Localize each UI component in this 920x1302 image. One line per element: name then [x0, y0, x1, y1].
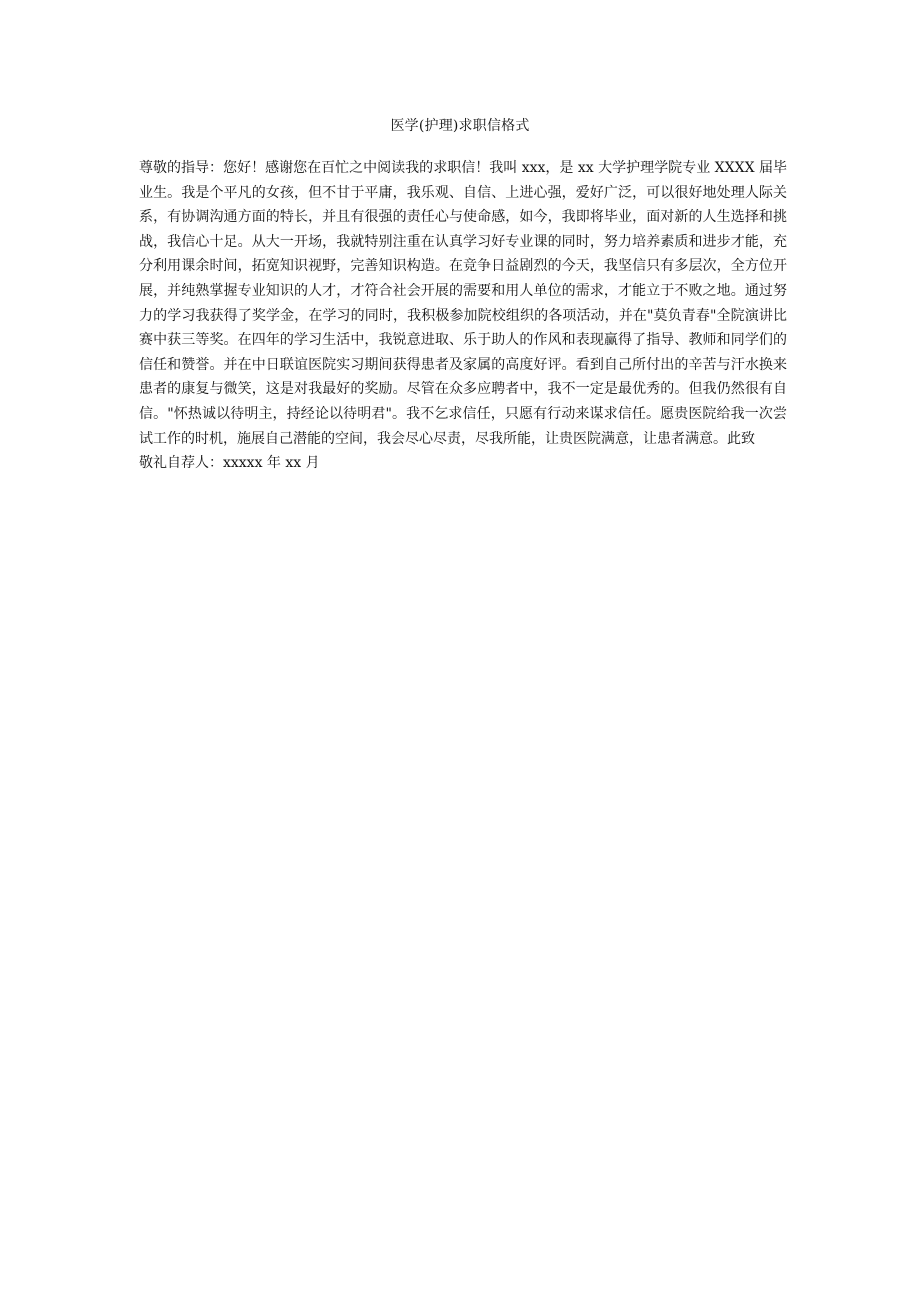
letter-body [139, 156, 787, 476]
document-title: 医学(护理)求职信格式 [390, 118, 530, 134]
letter-closing: 敬礼自荐人：xxxxx 年 xx 月 [139, 455, 320, 472]
letter-paragraph: 尊敬的指导：您好！感谢您在百忙之中阅读我的求职信！我叫 xxx，是 xx 大学护理学院专业 XXXX 届毕业生。我是个平凡的女孩，但不甘于平庸，我乐观、自信、上进心强，爱好广泛，可以很好地处理人际关系，有协调沟通方面的特长，并且有很强的责任心与使命感，如今，我即将毕业，面对新的人生选择和挑战，我信心十足。从大一开场，我就特别注重在认真学习好专业课的同时，努力培养素质和进步才能，充分利用课余时间，拓宽知识视野，完善知识构造。在竞争日益剧烈的今天，我坚信只有多层次，全方位开展，并纯熟掌握专业知识的人才，才符合社会开展的需要和用人单位的需求，才能立于不败之地。通过努力的学习我获得了奖学金，在学习的同时，我积极参加院校组织的各项活动，并在"莫负青春"全院演讲比赛中获三等奖。在四年的学习生活中，我锐意进取、乐于助人的作风和表现赢得了指导、教师和同学们的信任和赞誉。并在中日联谊医院实习期间获得患者及家属的高度好评。看到自己所付出的辛苦与汗水换来患者的康复与微笑，这是对我最好的奖励。尽管在众多应聘者中，我不一定是最优秀的。但我仍然很有自信。"怀热诚以待明主，持经论以待明君"。我不乞求信任，只愿有行动来谋求信任。愿贵医院给我一次尝试工作的时机，施展自己潜能的空间，我会尽心尽责，尽我所能，让贵医院满意，让患者满意。此致 [139, 160, 787, 447]
